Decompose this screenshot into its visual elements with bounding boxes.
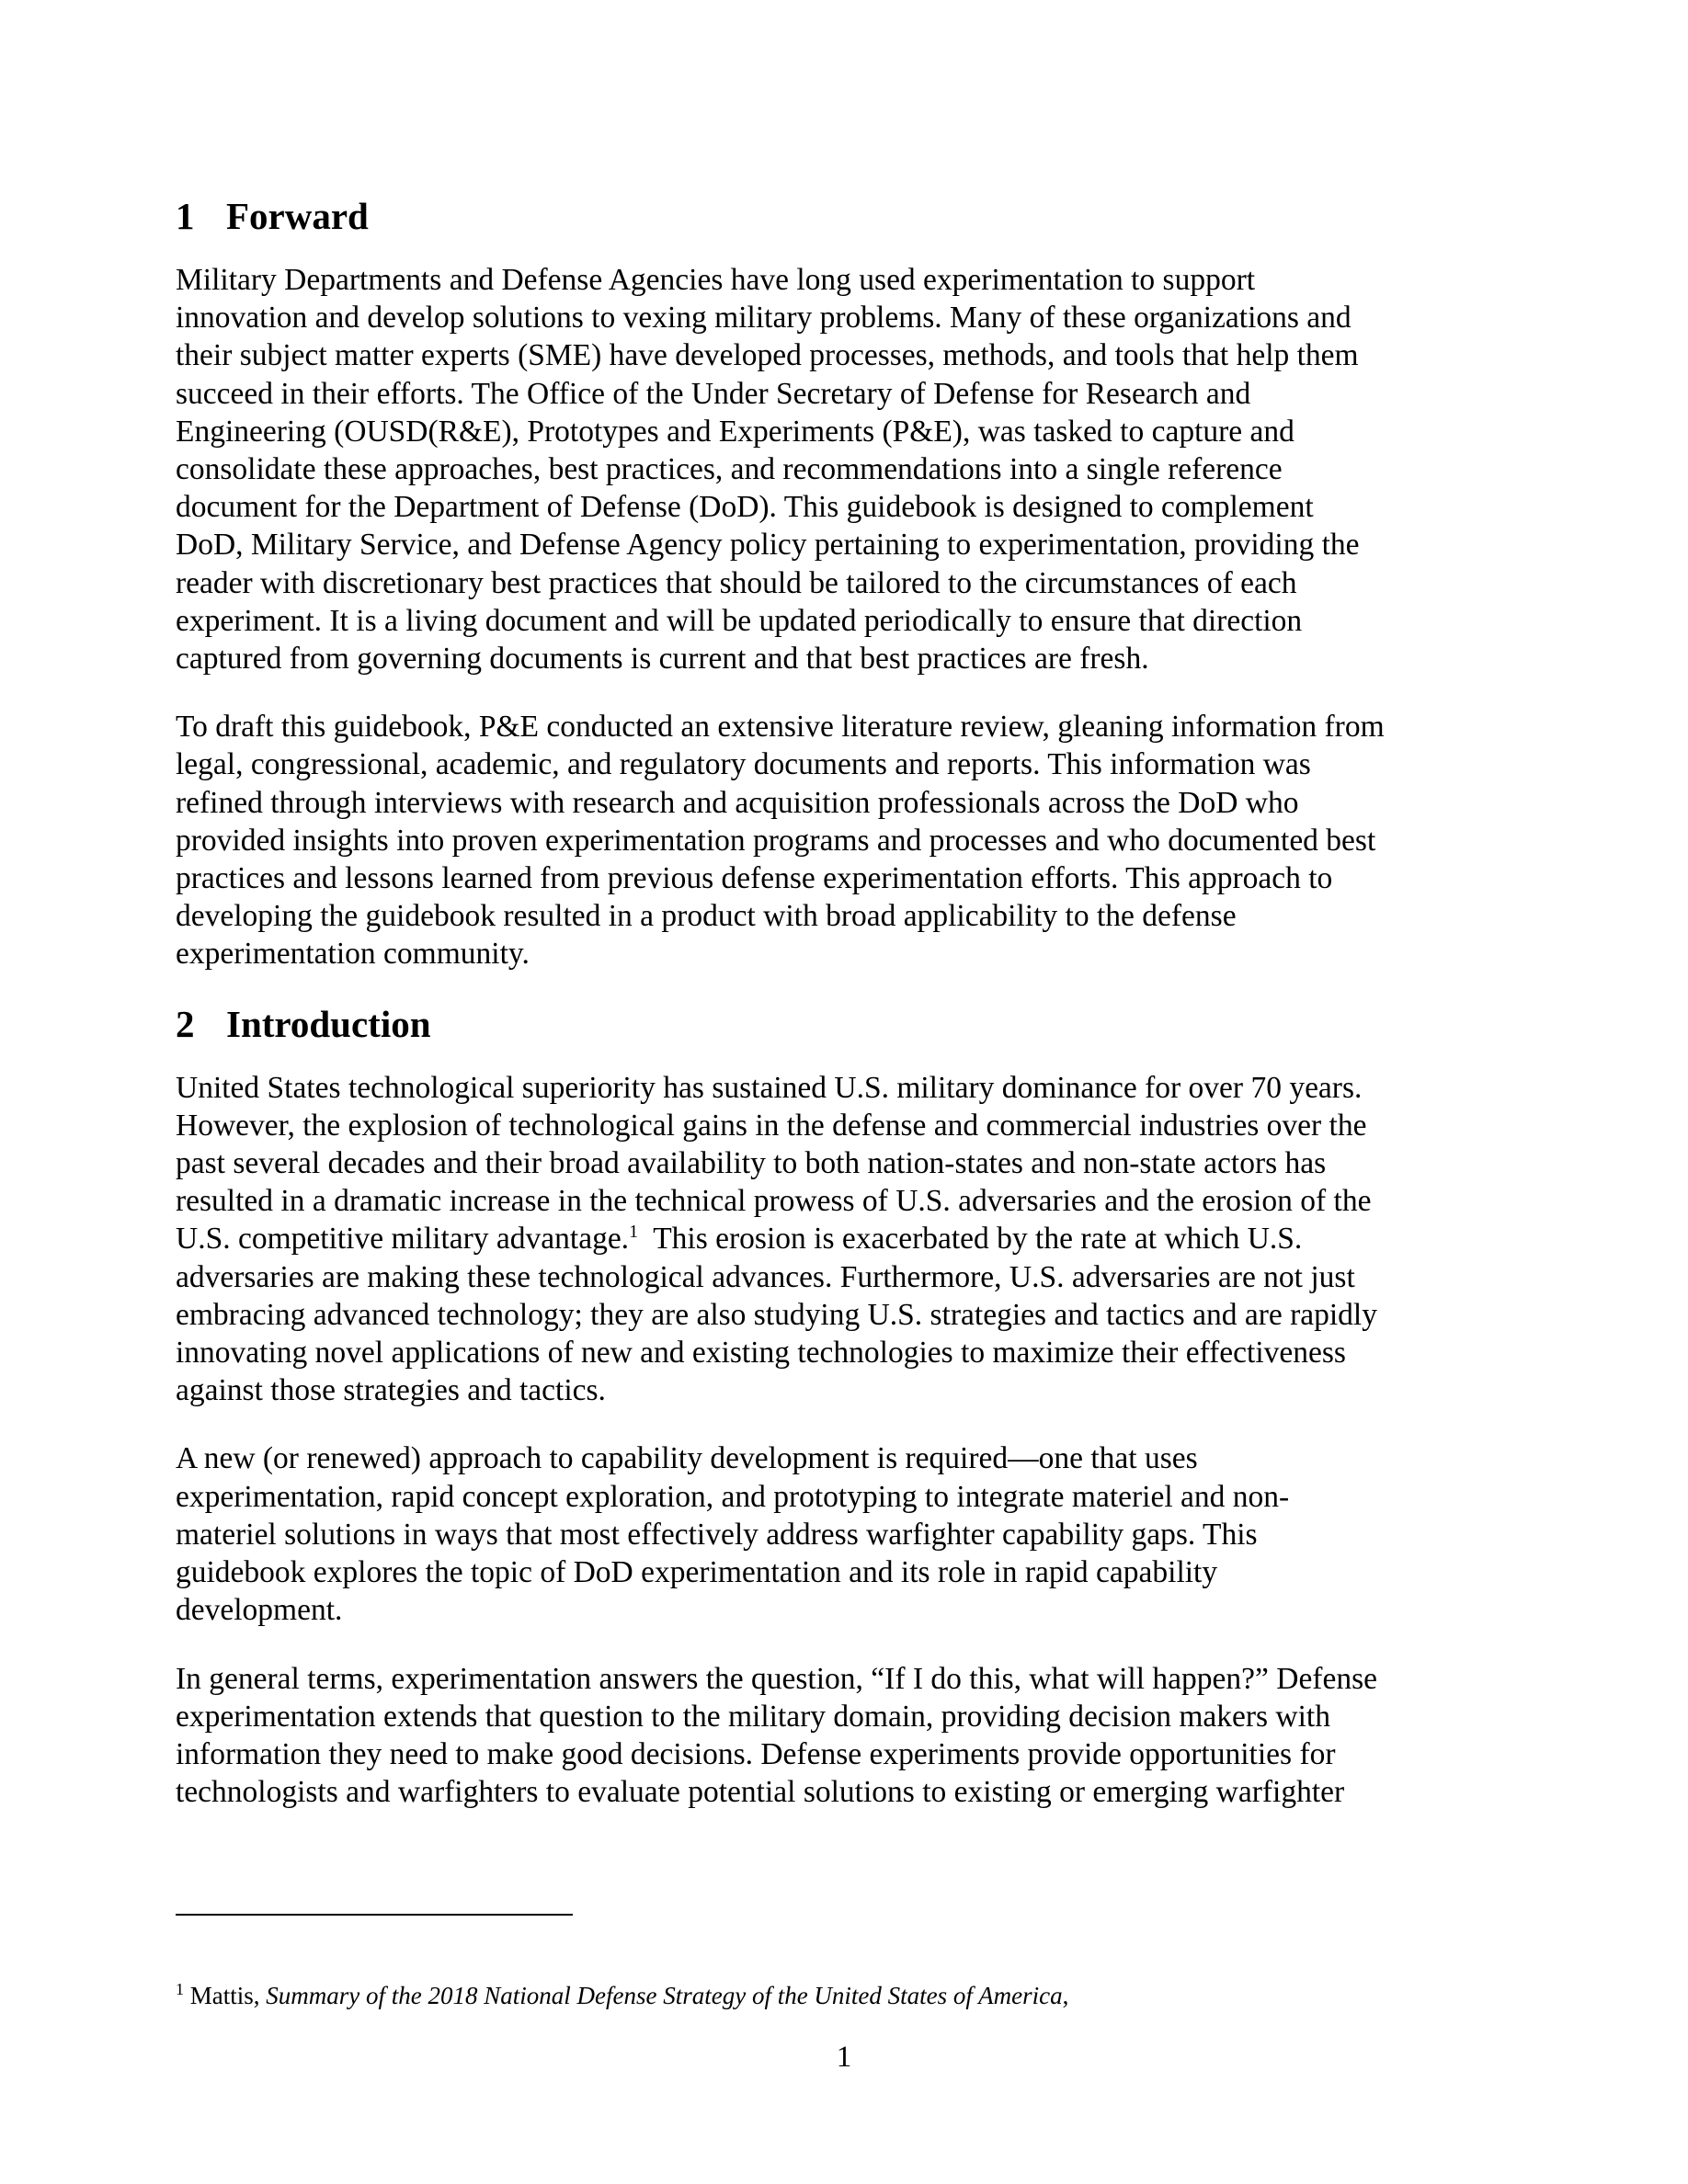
footnote-author: Mattis, [184,1982,267,2009]
text-line: experimentation, rapid concept exploration, and prototyping to integrate materiel and non- [176,1479,1290,1514]
text-line: experimentation extends that question to the military domain, providing decision makers with [176,1699,1330,1734]
footnote-trailing: , [1062,1982,1069,2009]
footnote-reference[interactable]: 1 [629,1222,639,1243]
text-line: document for the Department of Defense (DoD). This guidebook is designed to complement [176,490,1314,525]
footnote-title: Summary of the 2018 National Defense Strategy of the United States of America [266,1982,1063,2009]
text-line: To draft this guidebook, P&E conducted an extensive literature review, gleaning information from [176,710,1385,745]
introduction-paragraph-3 [176,1660,1518,1812]
text-line: reader with discretionary best practices that should be tailored to the circumstances of each [176,565,1297,600]
text-line: United States technological superiority has sustained U.S. military dominance for over 70 years. [176,1070,1363,1105]
introduction-paragraph-2 [176,1439,1518,1629]
text-line: resulted in a dramatic increase in the technical prowess of U.S. adversaries and the erosion of the [176,1184,1372,1219]
text-line: against those strategies and tactics. [176,1373,606,1408]
text-line: refined through interviews with research and acquisition professionals across the DoD who [176,785,1299,820]
text-line: legal, congressional, academic, and regulatory documents and reports. This information was [176,747,1311,782]
text-line: DoD, Military Service, and Defense Agency policy pertaining to experimentation, providing the [176,528,1360,563]
text-line: A new (or renewed) approach to capability development is required—one that uses [176,1441,1198,1476]
section-title: Introduction [226,1002,431,1045]
text-line: experimentation community. [176,937,530,972]
text-line: materiel solutions in ways that most effectively address warfighter capability gaps. This [176,1517,1258,1552]
section-heading-forward [176,193,1518,239]
text-line: practices and lessons learned from previous defense experimentation efforts. This approach to [176,861,1333,896]
text-line: innovation and develop solutions to vexing military problems. Many of these organizations and [176,301,1352,336]
text-line: consolidate these approaches, best practices, and recommendations into a single reference [176,452,1283,487]
forward-paragraph-2 [176,708,1518,973]
section-title: Forward [226,195,369,237]
text-fragment: This erosion is exacerbated by the rate at which U.S. [638,1222,1303,1257]
footnote [176,1981,1068,2010]
text-line: past several decades and their broad availability to both nation-states and non-state actors has [176,1146,1327,1181]
footnote-separator [176,1914,573,1916]
text-line-with-footnote [176,1220,1518,1257]
text-line: experiment. It is a living document and will be updated periodically to ensure that direction [176,603,1303,638]
footnote-marker: 1 [176,1980,184,1998]
text-line: captured from governing documents is current and that best practices are fresh. [176,642,1149,677]
text-line: provided insights into proven experimentation programs and processes and who documented best [176,823,1376,858]
text-line: embracing advanced technology; they are also studying U.S. strategies and tactics and are rapidly [176,1297,1377,1332]
text-line: However, the explosion of technological gains in the defense and commercial industries over the [176,1108,1367,1143]
text-line: adversaries are making these technological advances. Furthermore, U.S. adversaries are not just [176,1259,1355,1294]
text-line: technologists and warfighters to evaluate potential solutions to existing or emerging warfighter [176,1775,1345,1810]
section-number: 2 [176,1002,195,1045]
text-line: development. [176,1593,343,1628]
text-line: developing the guidebook resulted in a product with broad applicability to the defense [176,899,1237,934]
text-fragment: U.S. competitive military advantage. [176,1222,630,1257]
text-line: In general terms, experimentation answers the question, “If I do this, what will happen?” Defense [176,1661,1377,1696]
section-number: 1 [176,195,195,237]
text-line: innovating novel applications of new and existing technologies to maximize their effectiveness [176,1336,1346,1371]
introduction-paragraph-1 [176,1069,1518,1410]
page-content [176,193,1518,1811]
page-number: 1 [836,2041,852,2074]
text-line: succeed in their efforts. The Office of the Under Secretary of Defense for Research and [176,376,1251,411]
text-line: their subject matter experts (SME) have developed processes, methods, and tools that help them [176,338,1359,373]
forward-paragraph-1 [176,261,1518,677]
section-heading-introduction [176,1001,1518,1047]
text-line: information they need to make good decisions. Defense experiments provide opportunities for [176,1736,1336,1771]
text-line: guidebook explores the topic of DoD experimentation and its role in rapid capability [176,1555,1218,1590]
text-line: Military Departments and Defense Agencies have long used experimentation to support [176,263,1256,297]
text-line: Engineering (OUSD(R&E), Prototypes and Experiments (P&E), was tasked to capture and [176,414,1295,449]
